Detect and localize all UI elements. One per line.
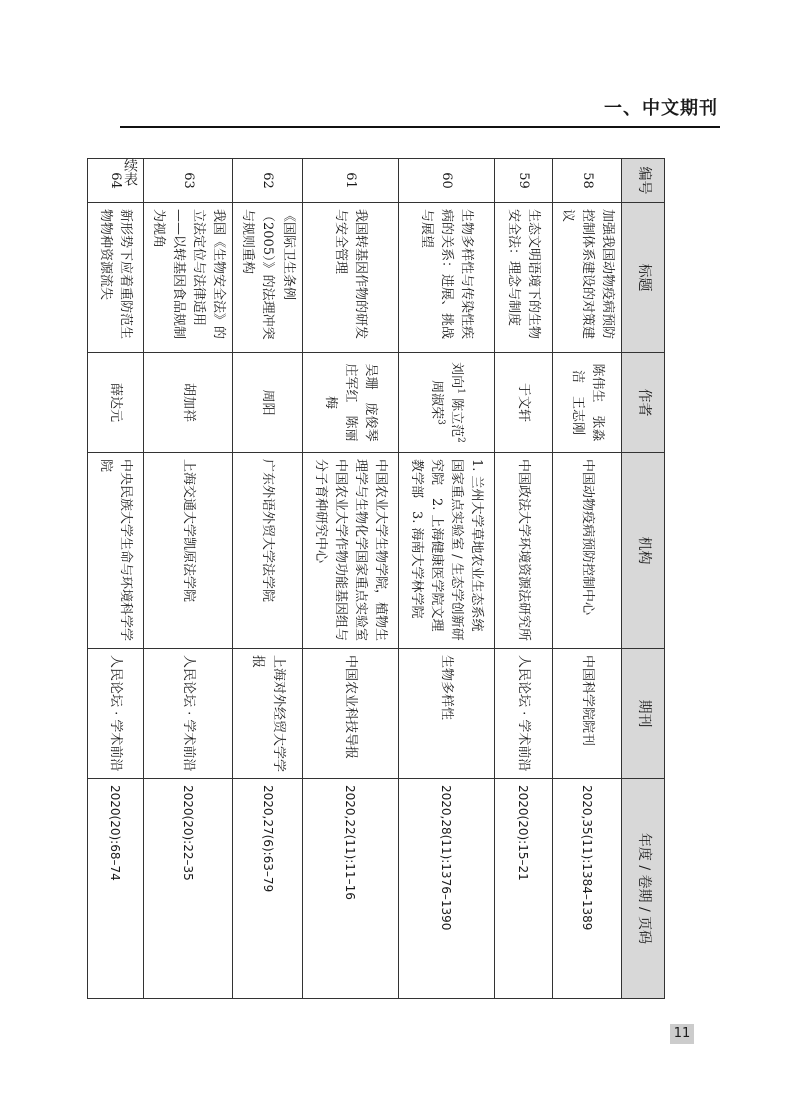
row-title: 生物多样性与传染性疾病的关系：进展、挑战与展望 xyxy=(398,203,494,353)
header-year: 年度 / 卷期 / 页码 xyxy=(622,779,665,999)
table-row xyxy=(494,159,552,999)
row-number: 61 xyxy=(302,159,398,203)
table-row xyxy=(398,159,494,999)
row-journal: 人民论坛 · 学术前沿 xyxy=(494,649,552,779)
header-author: 作者 xyxy=(622,353,665,453)
header-institution: 机构 xyxy=(622,453,665,649)
header-num: 编号 xyxy=(622,159,665,203)
row-journal: 中国农业科技导报 xyxy=(302,649,398,779)
row-year: 2020,35(11):1384–1389 xyxy=(552,779,621,999)
author-affiliation-mark: 1 xyxy=(455,388,466,394)
row-title: 我国《生物安全法》的立法定位与法律适用——以转基因食品规制为视角 xyxy=(143,203,233,353)
row-year: 2020(20):22–35 xyxy=(143,779,233,999)
table-row xyxy=(143,159,233,999)
header-title: 标题 xyxy=(622,203,665,353)
row-number: 63 xyxy=(143,159,233,203)
row-title: 加强我国动物疫病预防控制体系建设的对策建议 xyxy=(552,203,621,353)
row-author: 于文轩 xyxy=(494,353,552,453)
row-number: 59 xyxy=(494,159,552,203)
row-journal: 上海对外经贸大学学报 xyxy=(233,649,302,779)
header-rule xyxy=(120,126,720,128)
author-name: 陈立范 xyxy=(449,398,465,438)
table-row xyxy=(302,159,398,999)
row-number: 62 xyxy=(233,159,302,203)
row-title: 我国转基因作物的研发与安全管理 xyxy=(302,203,398,353)
row-journal: 人民论坛 · 学术前沿 xyxy=(143,649,233,779)
row-year: 2020(20):68–74 xyxy=(87,779,143,999)
row-number: 58 xyxy=(552,159,621,203)
row-institution: 中国政法大学环境资源法研究所 xyxy=(494,453,552,649)
row-author: 陈伟生 张淼洁 王志刚 xyxy=(552,353,621,453)
author-name: 周淑荣 xyxy=(429,380,445,420)
author-affiliation-mark: 3 xyxy=(435,419,446,425)
row-journal: 生物多样性 xyxy=(398,649,494,779)
page-number: 11 xyxy=(670,1024,694,1044)
row-author: 周阳 xyxy=(233,353,302,453)
row-author: 胡加祥 xyxy=(143,353,233,453)
row-author: 吴珊 庞俊琴 庄军红 陈丽梅 xyxy=(302,353,398,453)
table-row xyxy=(552,159,621,999)
row-journal: 人民论坛 · 学术前沿 xyxy=(87,649,143,779)
row-institution: 中国动物疫病预防控制中心 xyxy=(552,453,621,649)
row-title: 《国际卫生条例（2005）》的法理冲突与规则重构 xyxy=(233,203,302,353)
continued-label: 续表 xyxy=(122,158,138,186)
row-title: 生态文明语境下的生物安全法：理念与制度 xyxy=(494,203,552,353)
header-journal: 期刊 xyxy=(622,649,665,779)
row-author xyxy=(398,353,494,453)
table-row xyxy=(87,159,143,999)
row-year: 2020(20):15–21 xyxy=(494,779,552,999)
row-institution: 上海交通大学凯原法学院 xyxy=(143,453,233,649)
row-institution: 1. 兰州大学草地农业生态系统国家重点实验室 / 生态学创新研究院 2. 上海健康医学院文理教学部 3. 海南大学林学院 xyxy=(398,453,494,649)
row-journal: 中国科学院院刊 xyxy=(552,649,621,779)
row-institution: 中央民族大学生命与环境科学学院 xyxy=(87,453,143,649)
row-author: 薛达元 xyxy=(87,353,143,453)
row-title: 新形势下应着重防范生物物种资源流失 xyxy=(87,203,143,353)
row-year: 2020,28(11):1376–1390 xyxy=(398,779,494,999)
row-institution: 广东外语外贸大学法学院 xyxy=(233,453,302,649)
row-institution: 中国农业大学生物学院，植物生理学与生物化学国家重点实验室 中国农业大学作物功能基因组与分子育种研究中心 xyxy=(302,453,398,649)
row-year: 2020,27(6):63–79 xyxy=(233,779,302,999)
row-number: 60 xyxy=(398,159,494,203)
table-row xyxy=(233,159,302,999)
section-title: 一、中文期刊 xyxy=(604,98,718,119)
row-number: 64 xyxy=(87,159,143,203)
author-affiliation-mark: 2 xyxy=(455,437,466,443)
journal-table xyxy=(87,158,665,999)
author-name: 刘向 xyxy=(449,362,465,389)
table-header-row xyxy=(622,159,665,999)
row-year: 2020,22(11):11–16 xyxy=(302,779,398,999)
